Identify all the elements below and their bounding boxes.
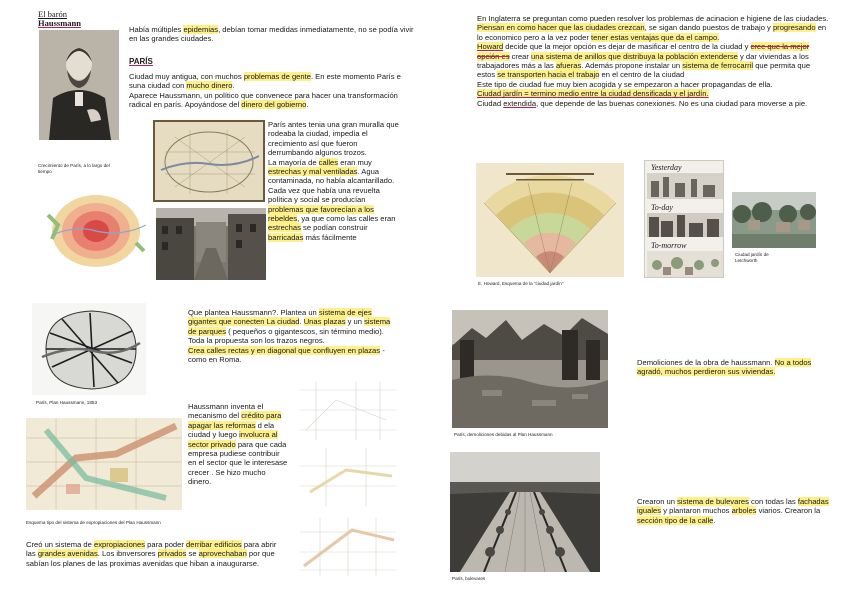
faint-sketch-2: [296, 446, 400, 508]
highlight-mucho-dinero: mucho dinero: [186, 81, 233, 91]
text-span: .: [306, 100, 309, 110]
letchworth-photo: [732, 192, 816, 248]
slide-3: [0, 300, 424, 599]
paragraph-credito: [188, 402, 288, 487]
underline-extendida: extendida: [503, 98, 537, 108]
highlight-derribar: derribar edificios: [186, 540, 242, 549]
text-span: y un: [345, 317, 365, 327]
highlight-plazas: Unas plazas: [303, 317, 346, 327]
text-span: más fácilmente: [303, 232, 357, 242]
highlight-avenidas: grandes avenidas: [37, 549, 98, 559]
highlight-ventajas-campo: tener estas ventajas que da el campo.: [590, 32, 720, 42]
highlight-seccion-calle: sección tipo de la calle: [637, 515, 714, 525]
text-span: , debían tomar medidas inmediatamente, no se podía vivir en las grandes ciudades.: [129, 25, 414, 44]
highlight-epidemias: epidemias: [183, 25, 219, 34]
expropriation-map: [26, 418, 182, 510]
highlight-estrechas: estrechas y mal ventiladas: [268, 167, 358, 177]
paragraph-inglaterra: [477, 14, 829, 108]
text-span: y plantaron muchos: [661, 506, 732, 516]
text-span: viarios. Crearon la: [756, 506, 821, 516]
poster-today: To-day: [651, 203, 673, 212]
highlight-howard: Howard: [477, 42, 504, 52]
highlight-privados: privados: [157, 549, 187, 559]
old-paris-map: [153, 120, 265, 202]
highlight-calles-rectas: Crea calles rectas y en diagonal que confluyen en plazas: [188, 345, 381, 355]
highlight-arboles: arboles: [731, 506, 757, 516]
text-span: d ela ciudad y luego: [188, 420, 275, 440]
text-span: ( pequeños o gigantescos, sin término medio). Toda la propuesta son los trazos negros.: [188, 326, 384, 346]
text-span: se: [186, 549, 199, 559]
text-span: Creó un sistema de: [26, 540, 94, 549]
text-span: Crearon un: [637, 497, 678, 506]
highlight-sector-privado: involucra al sector privado: [188, 430, 278, 449]
caption-growth: Crecimiento de París, a lo largo del tiempo: [38, 163, 110, 174]
highlight-credito: crédito para apagar las reformas: [188, 411, 282, 430]
highlight-parques: sistema de parques: [188, 317, 391, 336]
text-span: Este tipo de ciudad fue muy bien acogida y se empezaron a hacer propagandas de ella.: [477, 79, 773, 89]
text-span: . Además propone instalar un: [581, 61, 683, 71]
caption-howard: E. Howard, Esquema de la "ciudad jardín": [478, 281, 564, 286]
text-span: en el centro de la ciudad: [599, 70, 685, 80]
caption-boulevard: París, bulevares: [452, 576, 486, 581]
text-span: con todas las: [748, 497, 798, 506]
poster-yesterday: Yesterday: [651, 163, 682, 172]
paragraph-expropiaciones: [26, 540, 288, 568]
caption-plan: París, Plan Haussmann, 1853: [36, 400, 98, 405]
caption-letchworth: Ciudad jardín de Letchworth: [735, 252, 769, 263]
paragraph-bulevares: [637, 497, 829, 525]
text-span: en lo economico pero a la vez poder: [477, 23, 827, 42]
highlight-ejes: sistema de ejes gigantes que conecten La ciudad: [188, 308, 372, 327]
text-span: Aparece Haussmann, un político que convenece para hacer una transformación radical en parís. Apoyándose del: [129, 90, 398, 110]
slide-2: [424, 0, 848, 300]
highlight-progresando: progresando: [772, 23, 816, 33]
highlight-calles: calles: [318, 157, 339, 167]
old-street-photo: [156, 208, 266, 280]
text-span: Demoliciones de la obra de haussmann.: [637, 358, 775, 367]
caption-demol: París, demoliciones debidas al Plan Haussmann: [454, 432, 553, 437]
text-span: , ya que como las calles eran: [297, 214, 396, 224]
text-span: En Inglaterra se preguntan como pueden resolver los problemas de acinacion e higiene de las ciudades.: [477, 14, 829, 23]
text-span: - como en Roma.: [188, 345, 385, 365]
yesterday-today-tomorrow-poster: [644, 160, 724, 278]
paragraph-muralla: [268, 120, 403, 242]
text-span: y dar viviendas a los trabajadores más a las: [477, 51, 809, 71]
boulevard-engraving: [450, 452, 600, 572]
highlight-fachadas: fachadas iguales: [637, 497, 829, 516]
title-haussmann: Haussmann: [38, 18, 81, 28]
text-span: que permita que estos: [477, 61, 811, 80]
text-span: decide que la mejor opción es dejar de masificar el centro de la ciudad y: [503, 42, 751, 52]
title-baron: El barón: [38, 9, 68, 19]
highlight-estrechas-2: estrechas: [268, 223, 301, 233]
caption-expro: Esquema tipo del sistema de expropiaciones del Plan Haussmann: [26, 520, 161, 525]
text-span: para que cada empresa pudiese contribuir en el sector que le interesase crecer . Se hizo mucho dinero.: [188, 439, 288, 487]
text-span: crear: [509, 51, 532, 61]
slide-4: [424, 300, 848, 599]
text-span: . Los ibnversores: [97, 549, 158, 559]
heading-paris: PARÍS: [129, 57, 153, 66]
highlight-dinero-gobierno: dinero del gobierno: [241, 100, 307, 110]
paragraph-plantea: [188, 308, 400, 364]
text-span: . En este momento París e suna ciudad con: [129, 72, 401, 91]
highlight-problemas-gente: problemas de gente: [243, 72, 311, 81]
text-span: Ciudad muy antigua, con muchos: [129, 72, 244, 81]
text-span: Ciudad: [477, 98, 504, 108]
highlight-transporten: se transporten hacia el trabajo: [497, 70, 600, 80]
highlight-ferrocarril: sistema de ferrocarril: [682, 61, 754, 71]
text-span: , se sigan dando puestos de trabajo y: [644, 23, 773, 33]
growth-map: [36, 185, 150, 277]
text-span: Que plantea Haussmann?. Plantea un: [188, 308, 319, 317]
text-span: . Agua contaminada, no había alcantarillado.: [268, 167, 395, 186]
text-span: para abrir las: [26, 540, 277, 559]
text-span: Había múltiples: [129, 25, 184, 34]
paragraph-ciudad-antigua: [129, 72, 409, 110]
text-span: , que depende de las buenas conexiones. No es una ciudad para moverse a pie.: [536, 98, 808, 108]
highlight-expropiaciones: expropiaciones: [93, 540, 146, 549]
highlight-bulevares: sistema de bulevares: [677, 497, 749, 506]
highlight-no-agrado: No a todos agradó, muchos perdieron sus viviendas.: [637, 358, 812, 377]
poster-tomorrow: To-morrow: [651, 241, 687, 250]
haussmann-plan-map: [32, 303, 146, 395]
highlight-problemas-rebeldes: problemas que favorecían a los rebeldes: [268, 204, 374, 224]
haussmann-portrait: [39, 30, 119, 140]
text-span: por que sabían los planes de las proximas avenidas que hiban a inaugurarse.: [26, 549, 275, 568]
demolitions-photo: [452, 310, 608, 428]
text-span: La mayoría de: [268, 157, 319, 167]
highlight-aprovechaban: aprovechaban: [198, 549, 247, 559]
paragraph-epidemias: [129, 25, 414, 44]
strikethrough-text: cree que la mejor opción es: [477, 42, 810, 61]
text-span: .: [713, 515, 716, 525]
faint-sketch-3: [296, 516, 400, 578]
faint-sketch-1: [296, 380, 400, 442]
text-span: se podían construir: [300, 223, 368, 233]
text-span: Haussmann inventa el mecanismo del: [188, 402, 264, 421]
highlight-anillos: una sistema de anillos que distribuya la población extenderse: [531, 51, 738, 61]
text-span: para poder: [145, 540, 187, 549]
highlight-ciudad-jardin: Ciudad jardín = termino medio entre la ciudad densificada y el jardín.: [477, 89, 709, 99]
text-span: eran muy: [338, 157, 372, 167]
text-span: .: [232, 81, 235, 91]
highlight-barricadas: barricadas: [268, 232, 304, 242]
slide-1: [0, 0, 424, 300]
text-span: París antes tenia una gran muralla que rodeaba la ciudad, impedía el crecimiento así que fueron derrumbando algunos trozos.: [268, 120, 399, 158]
text-span: Cada vez que había una revuelta política y social se producían: [268, 185, 380, 205]
highlight-afueras: afueras: [555, 61, 582, 71]
howard-garden-city-diagram: [476, 163, 624, 277]
paragraph-demoliciones: [637, 358, 829, 377]
highlight-crezcan: Piensan en como hacer que las ciudades crezcan: [477, 23, 645, 33]
text-span: .: [299, 317, 304, 327]
